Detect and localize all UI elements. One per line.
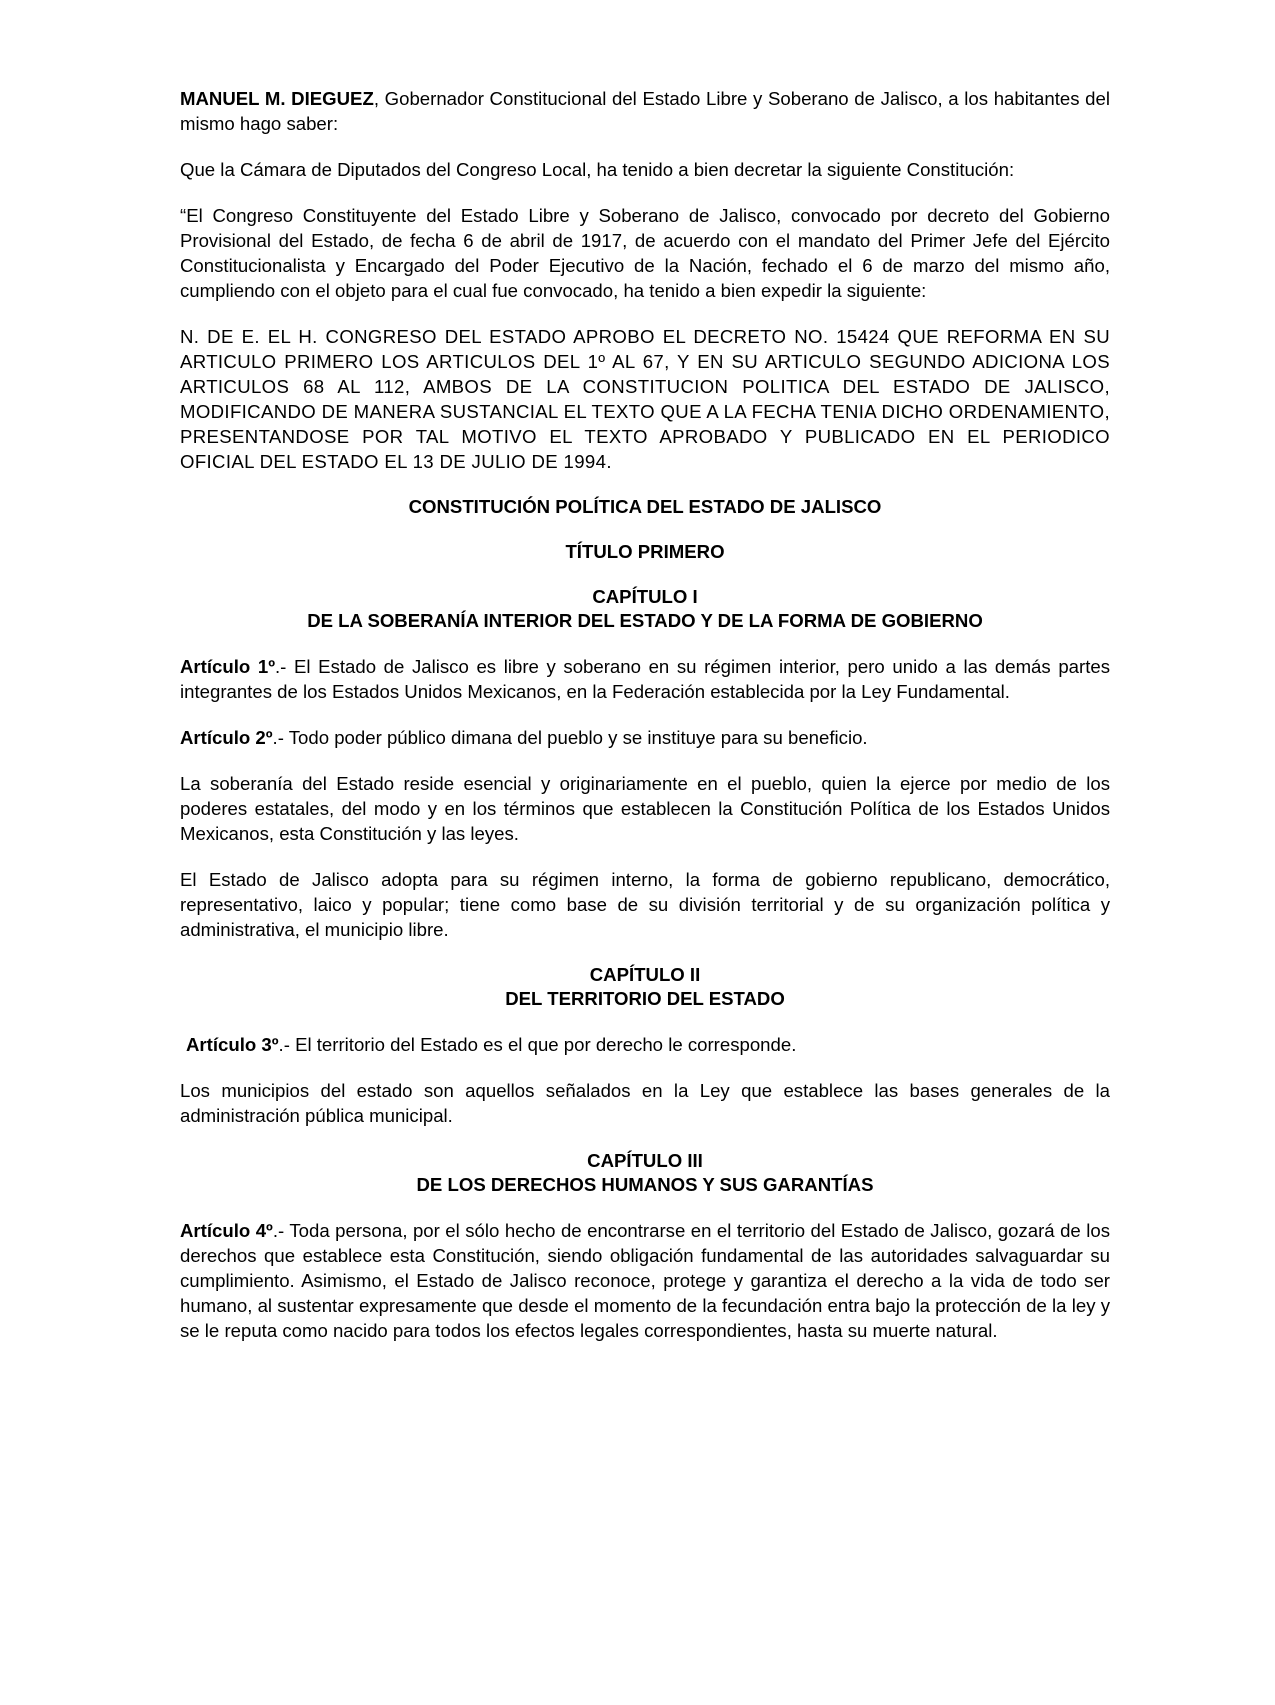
titulo-text: TÍTULO PRIMERO [565,541,725,562]
article-3 [180,1032,1110,1057]
chapter-2-name: DEL TERRITORIO DEL ESTADO [505,988,785,1009]
chapter-2-heading [180,963,1110,1011]
article-2-text: .- Todo poder público dimana del pueblo y se instituye para su beneficio. [272,727,868,748]
article-2 [180,725,1110,750]
document-title-text: CONSTITUCIÓN POLÍTICA DEL ESTADO DE JALISCO [408,496,882,517]
author-name: MANUEL M. DIEGUEZ [180,88,374,109]
document-title [180,495,1110,519]
article-1 [180,654,1110,704]
chapter-1-label: CAPÍTULO I [592,586,698,607]
congress-paragraph: “El Congreso Constituyente del Estado Libre y Soberano de Jalisco, convocado por decreto del Gobierno Provisional del Estado, de fecha 6 de abril de 1917, de acuerdo con el mandato del Primer Jefe del Ejército Constitucionalista y Encargado del Poder Ejecutivo de la Nación, fechado el 6 de marzo del mismo año, cumpliendo con el objeto para el cual fue convocado, ha tenido a bien expedir la siguiente: [180,205,1110,301]
article-2-paragraph-2: La soberanía del Estado reside esencial y originariamente en el pueblo, quien la ejerce por medio de los poderes estatales, del modo y en los términos que establecen la Constitución Política de los Estados Unidos Mexicanos, esta Constitución y las leyes. [180,773,1110,844]
chapter-1-name: DE LA SOBERANÍA INTERIOR DEL ESTADO Y DE LA FORMA DE GOBIERNO [307,610,983,631]
chapter-3-heading [180,1149,1110,1197]
article-2-paragraph-3: El Estado de Jalisco adopta para su régimen interno, la forma de gobierno republicano, democrático, representativo, laico y popular; tiene como base de su división territorial y de su organización política y administrativa, el municipio libre. [180,869,1110,940]
decree-paragraph: Que la Cámara de Diputados del Congreso Local, ha tenido a bien decretar la siguiente Constitución: [180,159,1015,180]
editor-note: N. DE E. EL H. CONGRESO DEL ESTADO APROBO EL DECRETO NO. 15424 QUE REFORMA EN SU ARTICULO PRIMERO LOS ARTICULOS DEL 1º AL 67, Y EN SU ARTICULO SEGUNDO ADICIONA LOS ARTICULOS 68 AL 112, AMBOS DE LA CONSTITUCION POLITICA DEL ESTADO DE JALISCO, MODIFICANDO DE MANERA SUSTANCIAL EL TEXTO QUE A LA FECHA TENIA DICHO ORDENAMIENTO, PRESENTANDOSE POR TAL MOTIVO EL TEXTO APROBADO Y PUBLICADO EN EL PERIODICO OFICIAL DEL ESTADO EL 13 DE JULIO DE 1994. [180,326,1110,472]
chapter-3-name: DE LOS DERECHOS HUMANOS Y SUS GARANTÍAS [416,1174,874,1195]
intro-paragraph [180,86,1110,136]
chapter-1-heading [180,585,1110,633]
document-page [180,86,1110,1364]
article-2-label: Artículo 2º [180,727,273,748]
intro-text: , Gobernador Constitucional del Estado Libre y Soberano de Jalisco, a los habitantes del mismo hago saber: [180,88,1110,134]
article-3-text: .- El territorio del Estado es el que por derecho le corresponde. [278,1034,797,1055]
article-3-label: Artículo 3º [186,1034,279,1055]
chapter-2-label: CAPÍTULO II [589,964,701,985]
article-4-label: Artículo 4º [180,1220,273,1241]
article-1-label: Artículo 1º [180,656,276,677]
article-4-text: .- Toda persona, por el sólo hecho de encontrarse en el territorio del Estado de Jalisco, gozará de los derechos que establece esta Constitución, siendo obligación fundamental de las autoridades salvaguardar su cumplimiento. Asimismo, el Estado de Jalisco reconoce, protege y garantiza el derecho a la vida de todo ser humano, al sustentar expresamente que desde el momento de la fecundación entra bajo la protección de la ley y se le reputa como nacido para todos los efectos legales correspondientes, hasta su muerte natural. [180,1220,1110,1341]
article-3-paragraph-2: Los municipios del estado son aquellos señalados en la Ley que establece las bases generales de la administración pública municipal. [180,1080,1110,1126]
article-4 [180,1218,1110,1343]
article-1-text: .- El Estado de Jalisco es libre y soberano en su régimen interior, pero unido a las demás partes integrantes de los Estados Unidos Mexicanos, en la Federación establecida por la Ley Fundamental. [180,656,1110,702]
chapter-3-label: CAPÍTULO III [587,1150,703,1171]
titulo-heading [180,540,1110,564]
